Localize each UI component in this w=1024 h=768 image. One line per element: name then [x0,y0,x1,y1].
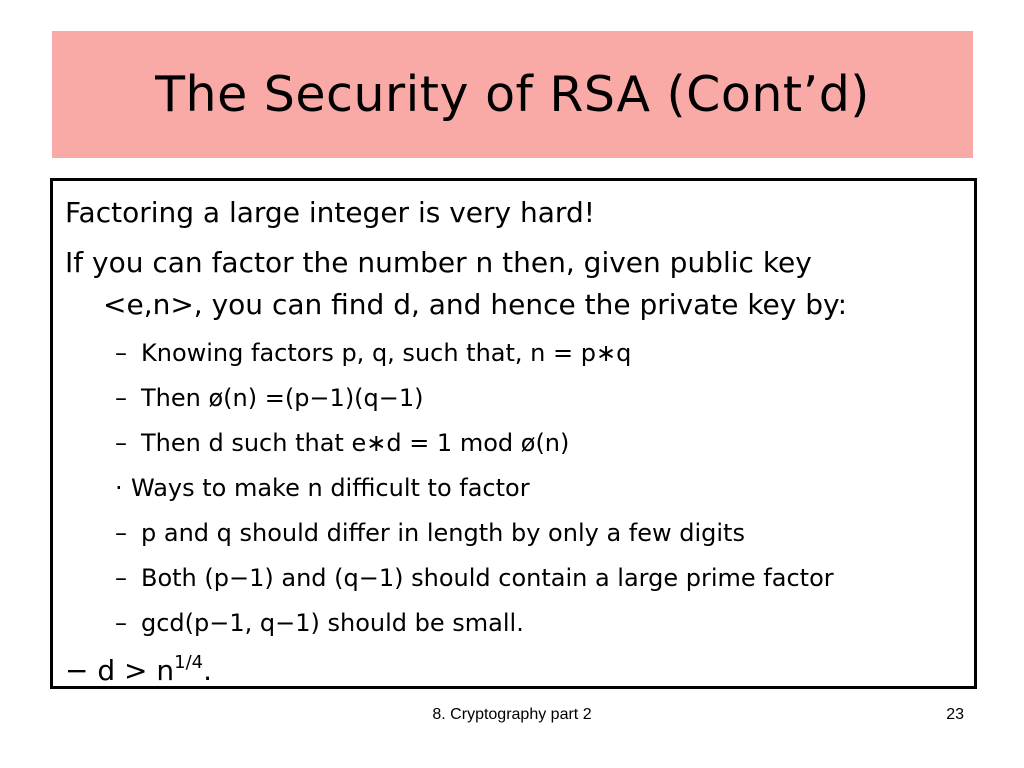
bullet-item [115,471,530,505]
sub-item-text: p and q should differ in length by only a few digits [141,519,745,547]
sub-item [115,561,834,595]
dash-marker: – [115,339,127,367]
sub-item-text: gcd(p−1, q−1) should be small. [141,609,524,637]
dash-marker: – [115,564,127,592]
sub-item [115,381,424,415]
bullet-item-text: Ways to make n difficult to factor [131,474,530,502]
sub-item [115,336,631,370]
slide-title: The Security of RSA (Cont’d) [155,66,870,123]
page-number: 23 [946,706,964,723]
body-line-factor-n-cont: <e,n>, you can find d, and hence the private key by: [103,288,847,321]
body-line-factoring: Factoring a large integer is very hard! [65,196,595,229]
sub-item [115,516,745,550]
content-box [50,178,977,689]
dash-marker: – [115,609,127,637]
dash-marker: – [115,429,127,457]
dash-marker: – [115,384,127,412]
d-condition-prefix: − d > n [65,654,175,687]
sub-item-text: Then d such that e∗d = 1 mod ø(n) [141,429,570,457]
title-banner [52,31,973,158]
sub-item-text: Knowing factors p, q, such that, n = p∗q [141,339,632,367]
sub-item [115,426,569,460]
body-line-d-condition [65,651,212,691]
body-line-factor-n: If you can factor the number n then, given public key [65,246,812,279]
d-condition-suffix: . [203,654,213,687]
footer-label: 8. Cryptography part 2 [432,706,592,723]
dash-marker: – [115,519,127,547]
sub-item-text: Both (p−1) and (q−1) should contain a large prime factor [141,564,834,592]
sub-item [115,606,524,640]
d-condition-exponent: 1/4 [174,652,204,673]
sub-item-text: Then ø(n) =(p−1)(q−1) [141,384,424,412]
bullet-marker: · [115,474,123,502]
